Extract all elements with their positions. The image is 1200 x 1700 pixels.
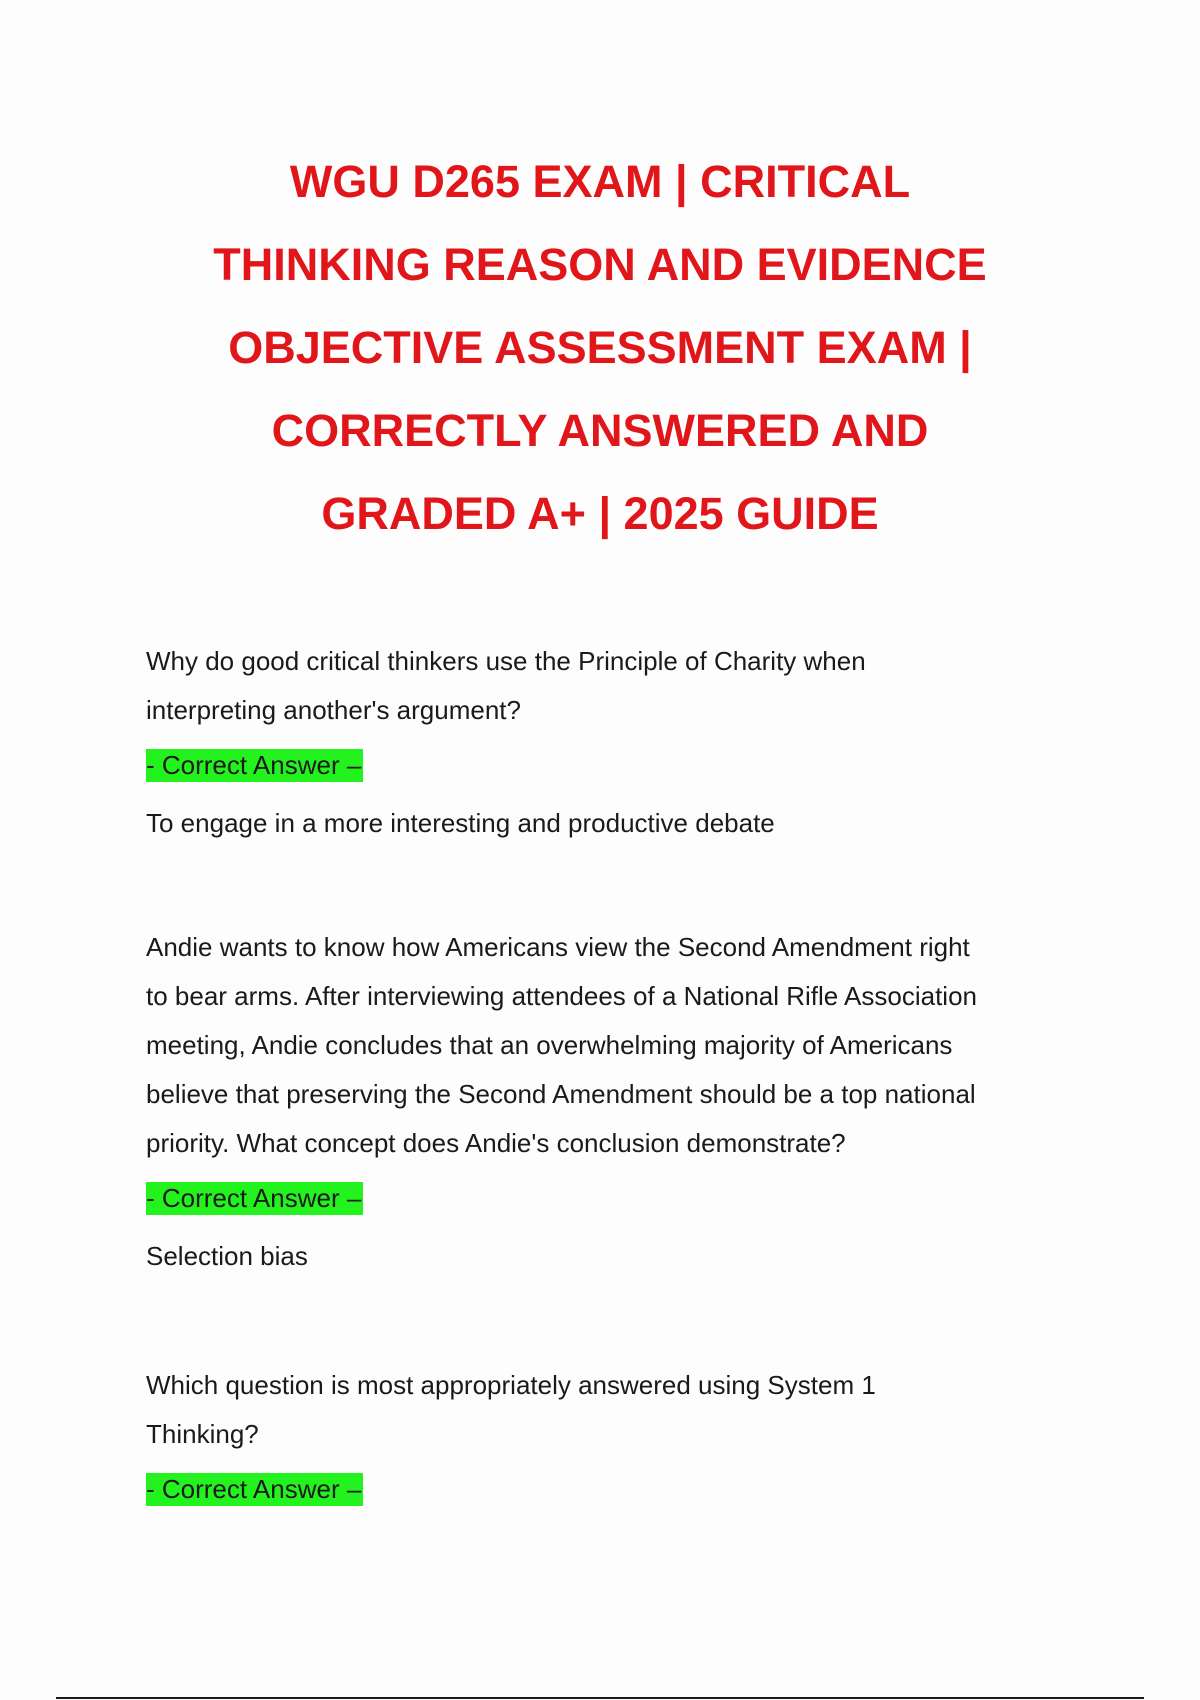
question-text <box>146 923 1066 1168</box>
qa-list <box>146 637 1066 1509</box>
question-line: priority. What concept does Andie's conclusion demonstrate? <box>146 1128 846 1158</box>
question-line: interpreting another's argument? <box>146 695 521 725</box>
qa-item <box>146 923 1066 1281</box>
question-text <box>146 637 1066 735</box>
answer-text: To engage in a more interesting and productive debate <box>146 808 775 838</box>
document-title <box>100 140 1100 555</box>
question-line: Which question is most appropriately answered using System 1 <box>146 1370 876 1400</box>
question-line: believe that preserving the Second Amendment should be a top national <box>146 1079 976 1109</box>
qa-item <box>146 637 1066 848</box>
question-line: meeting, Andie concludes that an overwhelming majority of Americans <box>146 1030 953 1060</box>
qa-item <box>146 1361 1066 1509</box>
page-bottom-rule <box>56 1697 1144 1699</box>
question-line: Andie wants to know how Americans view the Second Amendment right <box>146 932 970 962</box>
title-line: GRADED A+ | 2025 GUIDE <box>321 488 879 539</box>
question-line: to bear arms. After interviewing attendees of a National Rifle Association <box>146 981 977 1011</box>
answer-text: Selection bias <box>146 1241 308 1271</box>
correct-answer-badge: - Correct Answer – <box>146 1183 362 1213</box>
question-line: Thinking? <box>146 1419 259 1449</box>
question-line: Why do good critical thinkers use the Principle of Charity when <box>146 646 866 676</box>
correct-answer-badge: - Correct Answer – <box>146 750 362 780</box>
title-line: CORRECTLY ANSWERED AND <box>271 405 929 456</box>
correct-answer-badge: - Correct Answer – <box>146 1474 362 1504</box>
question-text <box>146 1361 1066 1459</box>
title-line: OBJECTIVE ASSESSMENT EXAM | <box>228 322 972 373</box>
title-line: WGU D265 EXAM | CRITICAL <box>289 156 911 207</box>
title-line: THINKING REASON AND EVIDENCE <box>213 239 987 290</box>
